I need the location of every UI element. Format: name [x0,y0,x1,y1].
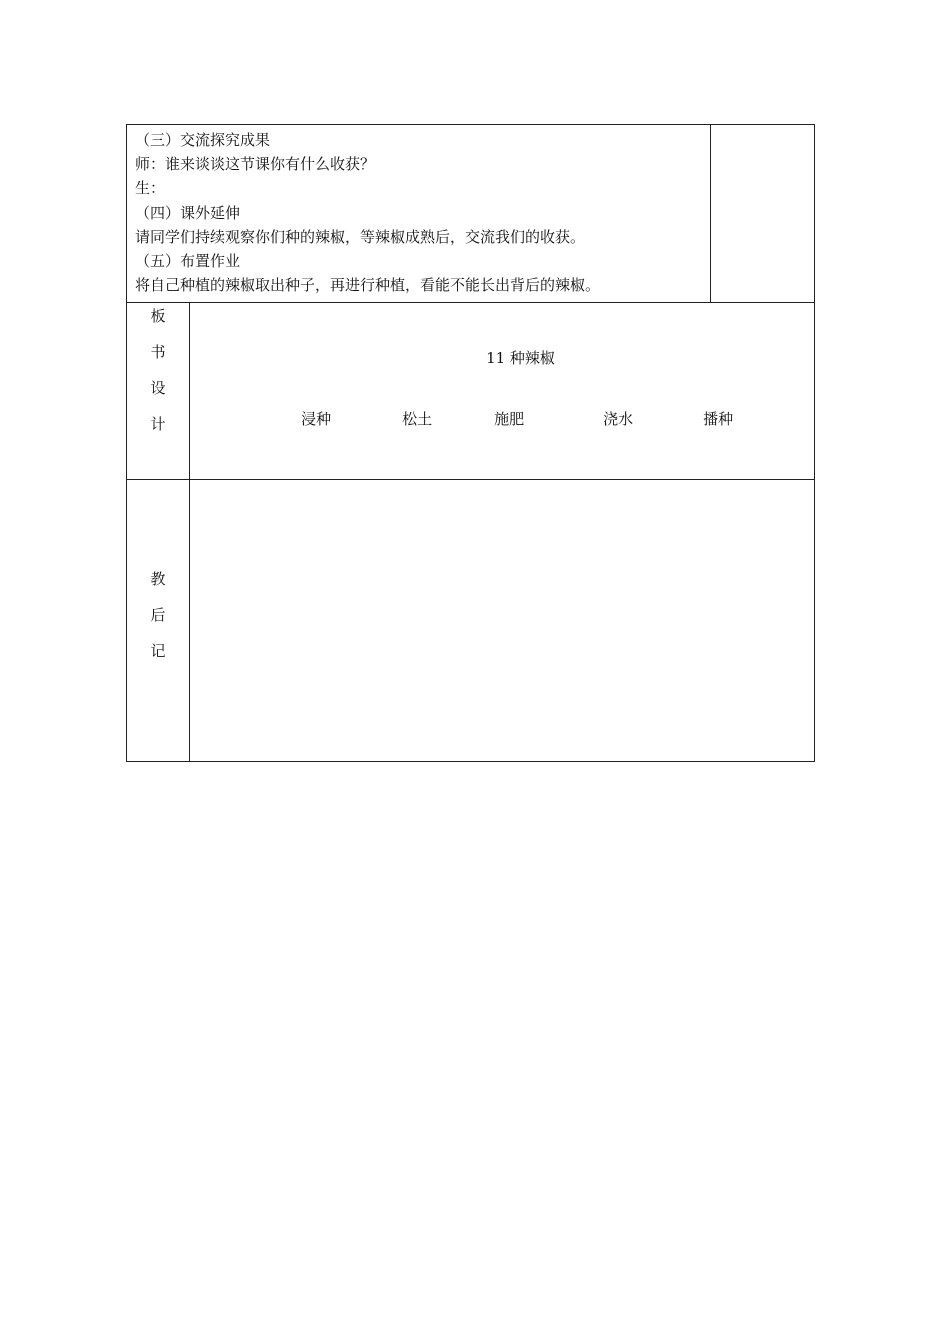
board-item: 播种 [703,410,734,428]
teacher-question: 师：谁来谈谈这节课你有什么收获？ [135,155,376,174]
board-item: 施肥 [494,410,525,428]
lesson-plan-table [126,124,815,762]
student-response: 生： [135,179,166,198]
section-heading-five: （五）布置作业 [135,252,241,271]
label-char: 计 [150,415,166,433]
label-char: 板 [150,307,166,325]
label-char: 后 [150,606,166,624]
process-row [127,125,815,303]
reflection-label-cell [127,480,190,762]
board-design-label-cell [127,303,190,480]
process-cell [127,125,711,303]
board-design-row [127,303,815,480]
board-title: 11 种辣椒 [486,349,555,367]
label-char: 教 [150,570,166,588]
label-char: 记 [150,642,166,660]
label-char: 书 [150,343,166,361]
extension-instruction: 请同学们持续观察你们种的辣椒，等辣椒成熟后，交流我们的收获。 [135,227,586,246]
board-item: 松土 [402,410,433,428]
reflection-label [127,561,189,669]
section-heading-four: （四）课外延伸 [135,203,241,222]
reflection-row [127,480,815,762]
label-char: 设 [150,379,166,397]
process-side-cell [710,125,814,303]
board-design-label [127,298,189,442]
board-item: 浸种 [301,410,332,428]
homework-instruction: 将自己种植的辣椒取出种子，再进行种植，看能不能长出背后的辣椒。 [135,276,601,295]
section-heading-three: （三）交流探究成果 [135,131,271,149]
board-design-cell [190,303,815,480]
board-item: 浇水 [603,410,634,428]
reflection-content-cell [190,480,815,762]
